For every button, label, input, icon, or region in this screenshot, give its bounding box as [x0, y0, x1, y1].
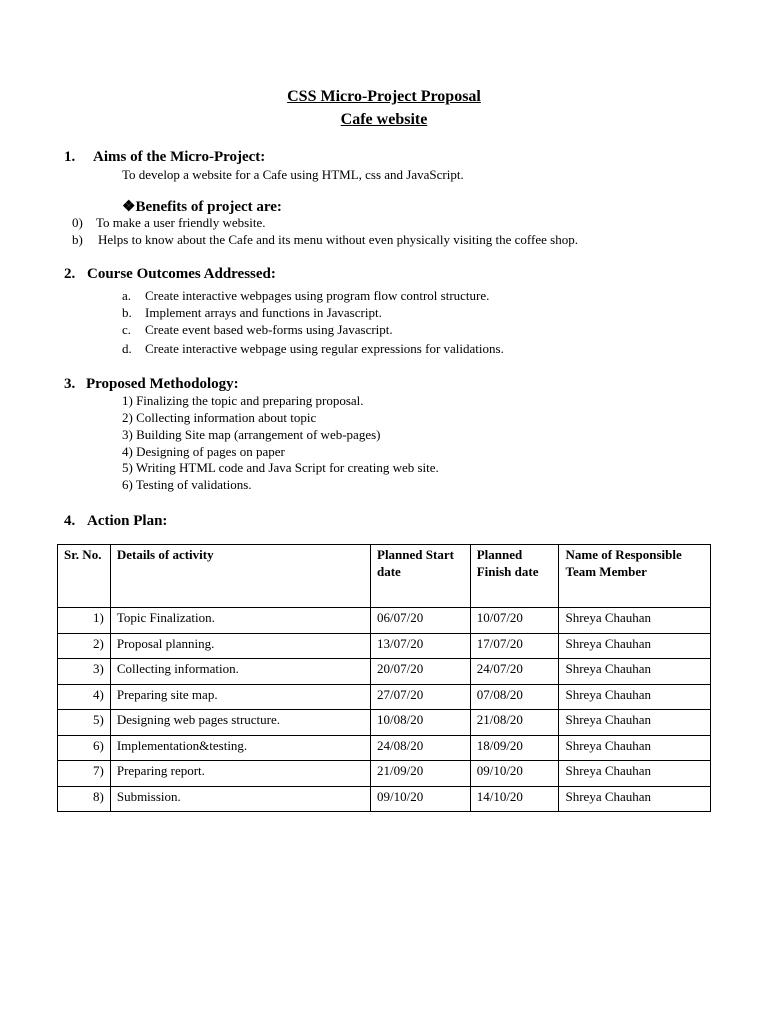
methodology-step: 1) Finalizing the topic and preparing proposal.	[122, 393, 364, 408]
row-start: 06/07/20	[371, 608, 471, 634]
row-activity: Submission.	[110, 786, 370, 812]
row-finish: 07/08/20	[470, 684, 559, 710]
row-member: Shreya Chauhan	[559, 735, 711, 761]
outcome-marker: a.	[122, 288, 132, 303]
table-header-row	[58, 545, 711, 608]
row-finish: 17/07/20	[470, 633, 559, 659]
aims-heading: Aims of the Micro-Project:	[93, 149, 266, 165]
table-row	[58, 684, 711, 710]
row-activity: Designing web pages structure.	[110, 710, 370, 736]
action-plan-heading: Action Plan:	[87, 513, 168, 529]
outcome-text: Create interactive webpages using program flow control structure.	[145, 288, 490, 303]
row-activity: Collecting information.	[110, 659, 370, 685]
methodology-step: 3) Building Site map (arrangement of web-pages)	[122, 427, 381, 442]
aims-number: 1.	[64, 149, 76, 165]
header-finish-date: Planned Finish date	[470, 545, 559, 608]
methodology-step: 6) Testing of validations.	[122, 477, 252, 492]
outcomes-number: 2.	[64, 266, 76, 282]
outcome-marker: b.	[122, 305, 132, 320]
diamond-bullet-icon: ❖	[122, 199, 136, 215]
row-finish: 14/10/20	[470, 786, 559, 812]
methodology-step: 2) Collecting information about topic	[122, 410, 317, 425]
row-start: 21/09/20	[371, 761, 471, 787]
benefits-heading: Benefits of project are:	[135, 199, 282, 215]
row-sr: 3)	[58, 659, 111, 685]
row-sr: 2)	[58, 633, 111, 659]
outcome-text: Implement arrays and functions in Javascript.	[145, 305, 382, 320]
table-row	[58, 608, 711, 634]
benefit-marker: b)	[72, 232, 83, 247]
row-member: Shreya Chauhan	[559, 761, 711, 787]
row-finish: 10/07/20	[470, 608, 559, 634]
table-row	[58, 786, 711, 812]
row-sr: 5)	[58, 710, 111, 736]
row-start: 24/08/20	[371, 735, 471, 761]
methodology-step: 4) Designing of pages on paper	[122, 444, 285, 459]
row-activity: Topic Finalization.	[110, 608, 370, 634]
header-start-date: Planned Start date	[371, 545, 471, 608]
row-finish: 24/07/20	[470, 659, 559, 685]
row-finish: 09/10/20	[470, 761, 559, 787]
row-member: Shreya Chauhan	[559, 659, 711, 685]
table-row	[58, 710, 711, 736]
row-sr: 7)	[58, 761, 111, 787]
header-sr-no: Sr. No.	[58, 545, 111, 608]
document-subtitle: Cafe website	[340, 111, 428, 128]
row-sr: 8)	[58, 786, 111, 812]
methodology-number: 3.	[64, 376, 76, 392]
row-member: Shreya Chauhan	[559, 786, 711, 812]
outcomes-heading: Course Outcomes Addressed:	[87, 266, 276, 282]
row-member: Shreya Chauhan	[559, 633, 711, 659]
row-start: 13/07/20	[371, 633, 471, 659]
action-plan-table	[57, 544, 711, 812]
row-start: 09/10/20	[371, 786, 471, 812]
row-activity: Preparing site map.	[110, 684, 370, 710]
outcome-marker: c.	[122, 322, 132, 337]
row-sr: 1)	[58, 608, 111, 634]
table-row	[58, 761, 711, 787]
table-row	[58, 633, 711, 659]
row-activity: Proposal planning.	[110, 633, 370, 659]
methodology-step: 5) Writing HTML code and Java Script for creating web site.	[122, 460, 439, 475]
benefit-text: Helps to know about the Cafe and its menu without even physically visiting the coffee shop.	[98, 232, 578, 247]
row-finish: 21/08/20	[470, 710, 559, 736]
row-sr: 4)	[58, 684, 111, 710]
action-plan-number: 4.	[64, 513, 76, 529]
document-title: CSS Micro-Project Proposal	[287, 88, 481, 105]
row-activity: Preparing report.	[110, 761, 370, 787]
row-finish: 18/09/20	[470, 735, 559, 761]
table-row	[58, 659, 711, 685]
table-row	[58, 735, 711, 761]
row-start: 20/07/20	[371, 659, 471, 685]
row-member: Shreya Chauhan	[559, 608, 711, 634]
outcome-text: Create event based web-forms using Javascript.	[145, 322, 393, 337]
outcome-text: Create interactive webpage using regular expressions for validations.	[145, 341, 504, 356]
benefit-marker: 0)	[72, 215, 83, 230]
benefit-text: To make a user friendly website.	[96, 215, 266, 230]
header-details: Details of activity	[110, 545, 370, 608]
row-start: 10/08/20	[371, 710, 471, 736]
row-start: 27/07/20	[371, 684, 471, 710]
header-team-member: Name of Responsible Team Member	[559, 545, 711, 608]
outcome-marker: d.	[122, 341, 132, 356]
row-activity: Implementation&testing.	[110, 735, 370, 761]
aims-text: To develop a website for a Cafe using HTML, css and JavaScript.	[122, 167, 464, 182]
row-member: Shreya Chauhan	[559, 710, 711, 736]
benefits-heading-row	[122, 197, 282, 216]
methodology-heading: Proposed Methodology:	[86, 376, 239, 392]
row-sr: 6)	[58, 735, 111, 761]
row-member: Shreya Chauhan	[559, 684, 711, 710]
